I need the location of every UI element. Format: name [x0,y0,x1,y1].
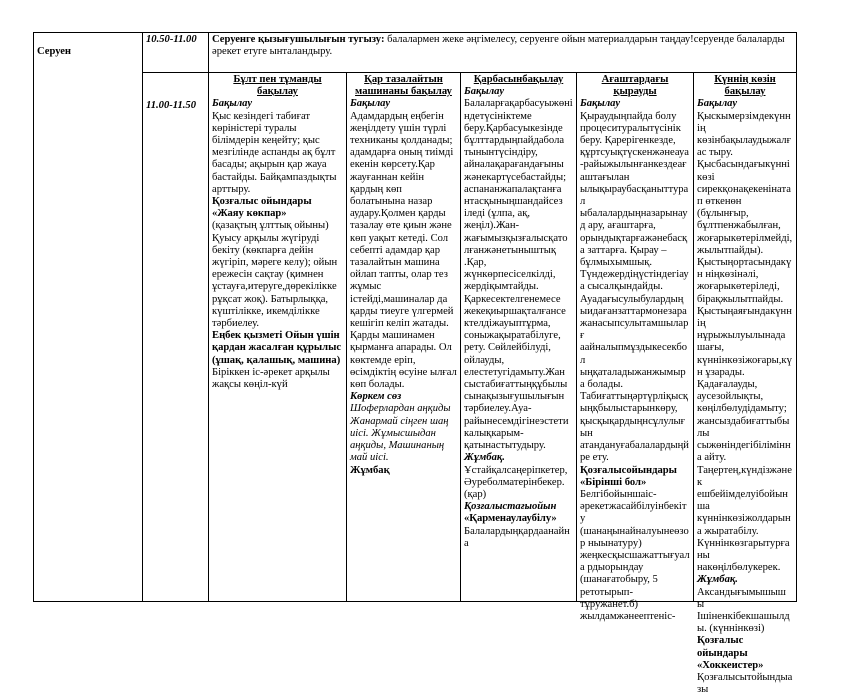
activity-column-5 [694,73,797,696]
column-text: Адамдардың еңбегін жеңілдету үшін түрлі техниканы қолданады; адамдарға оның тиімді екенін көрсету.Қар жауғаннан кейін қардың көп болатынына назар аудару.Қолмен қарды тазалау өте қиын және көп уақыт кетеді. Сол себепті адамдар қар тазалайтын машина ойлап тапты, олар тез жұмыс істейді,машиналар да қарды тиеуге үлгермей кешігіп келіп жатады. Қарды машинамен қырманға апарады. Ол көктемде еріп, өсімдіктің өсуіне ылғал көп болады. [350,110,457,391]
time-cell-1 [143,33,209,73]
column-heading: «Қарменаулаубілу» [464,513,557,525]
column-header: Қарбасынбақылау [473,74,564,85]
column-text: Біріккен іс-әрекет арқылы жақсы көңіл-күй [212,366,330,391]
column-heading: Көркем сөз [350,391,402,403]
column-heading: Бақылау [464,86,505,98]
column-heading: Шоферлардан аңқиды Жанармай сіңген шаң иісі. Жұмысшыдан аңқиды, Машинаның май иісі. [350,403,451,464]
column-header: Күннің көзін бақылау [714,74,776,98]
intro-text: балалармен жеке әңгімелесу, серуенге ойын материалдарын таңдау!серуенде балаларды әрекет етуге ынталандыру. [212,34,785,58]
section-label-cell [34,33,143,602]
schedule-table [33,32,797,696]
column-heading: Жұмбақ [350,464,390,476]
column-header: Бұлт пен тұманды бақылау [233,74,322,98]
column-text: Ұстайқалсаңеріпкетер, Әуреболматерінбекер. (қар) [464,464,568,500]
column-heading: Қозғалыс ойындары «Жаяу көкпар» [212,196,312,220]
time-label-2: 11.00-11.50 [146,100,197,111]
column-text: Қыскымерзімдекүннің көзінбақылаудыжалғас тыру. Қысбасындағыкүннікөзі сирекқонақекенінатап өткенөн (бұлынғыр, бұлтпенжабылған, жоғарыкөтерілмейді, жылытпайды). Қыстыңортасындакүн ніңкөзінәлі, жоғарыкөтеріледі, бірақжылытпайды. Қыстыңаяғындакүннің нұрыжылуылынадашағы, күннінкөзіжоғары,күн ұзарады. Қадағалауды, аусезойлықты, көңілбөлудідамыту; жансыздабиғаттыбылы сыжөніндегібілімінна айту. Таңертең,күндізжәнек ешбейімделуібойынша күннінкөзіжолдарына жыратабілу. Күннінкөзгарытурғаны накөңілбөлукерек. [697,110,793,574]
column-heading: Жұмбақ. [464,452,505,464]
column-heading: Жұмбақ. [697,574,738,586]
intro-cell [209,33,797,73]
activity-column-2 [347,73,461,602]
column-heading: Қозғалысойындары «Бірінші бол» [580,464,677,488]
column-text: Балаларғақарбасуыжөніндетүсініктеме беру.Қарбасуыкезінде бұлттардыңпайдабола тынынтүсіндіру, айналақарағандағыны жәнекартүсебастайды; аспананжапалақтанға нтасқыныңшандайсез іледі (ұлпа, ақ, жеңіл).Жан-жағымызқызғалысқато лғанжәнетыныштық .Қар, жүнкөрпесіселкілді, жердіқымтайды. Қаркесектелгенемесе жекеқиыршақталғансе ктелдіжауыптұрма, соныжақыратабілуге, рету. Сөйлейбілуді, ойлауды, елестетугідамыту.Жан сыстабиғаттыңқұбылы сынақызығушылығын тәрбиелеу.Ауа-райынесемдігінеэстети калықкарым-қатынастытудыру. [464,98,573,452]
column-text: Қозғалысытойындыазы [697,671,793,696]
time-label-1: 10.50-11.00 [146,34,197,45]
column-text: Белгібойыншаіс-әрекетжасайбілуінбекіту (шанаңынайналуынеөзор ныынатуру) жеңкесқысшажаттығуала рдыорындау (шанағатобыру, 5 ретотырып-тұружанет.б) жылдамжәнеептеніс- [580,488,690,622]
column-heading: Қозғалыс ойындары «Хоккеистер» [697,635,764,671]
column-text: Балалардыңқардаанайна [464,525,570,549]
column-text: (қазақтың ұлттық ойыны) Қуысу арқылы жүгіруді бекіту (көкпарға дейін жүгіріп, мәреге келу); ойын ережесін сақтау (қимнен ұстауға,итеруге,дөрекілікке рұқсат жоқ). Батырлыққа, күштілікке, икемділікке тәрбиелеу. [212,220,338,330]
intro-bold: Серуенге қызығушылығын тугызу: [212,34,385,45]
column-text: Аксандығымышышы Ішіненкібекшашылды. (күннінкөзі) [697,586,790,635]
activity-column-4 [577,73,694,622]
column-heading: Бақылау [350,98,391,110]
activity-column-3 [461,73,577,602]
column-heading: Бақылау [697,98,738,110]
column-heading: Қозғалыстағыойын [464,501,557,513]
section-label: Серуен [37,46,72,57]
column-header: Ағаштардағы қырауды [601,74,669,98]
column-heading: Бақылау [212,98,253,110]
column-heading: Бақылау [580,98,621,110]
column-heading: Еңбек қызметі Ойын үшін қардан жасалған құрылыс (ұшақ, қалашық, машина) [212,330,342,366]
column-text: Қыс кезіндегі табиғат көріністері туралы білімдерін кеңейту; қыс мезгілінде аспанды ақ бұлт басады; ақырын қар жауа бастайды. Байқампаздықты арттыру. [212,110,337,195]
time-cell-2 [143,73,209,602]
column-text: Қыраудыңпайда болу процеситуралытүсінік беру. Қарерігенкезде, құртсуықтүскенжәнеауа-райыжылынғанкездеағаштағылан ылықыраубасқаныттурал ыбалалардыңназарынауд ару, ағаштарға, орындықтарғажәнебасқа заттарға. Қырау – бұлмыхымшық. Түндежердіңүстіндегіауа сысалқындайды. Ауадағысулыбулардың ыидағанзаттармонезара жанасыпсулытамшыларғ аайналыпмұздыкесекбол ыңқаталадыжанжымыра болады. Табиғаттыңәртүрліқысқ ыңқбылыстарынкөру, қысқықардыңнсұлулығын атандануғабалалардыңйре ету. [580,110,689,464]
activity-column-1 [209,73,347,602]
column-header: Қар тазалайтын машинаны бақылау [355,74,452,98]
